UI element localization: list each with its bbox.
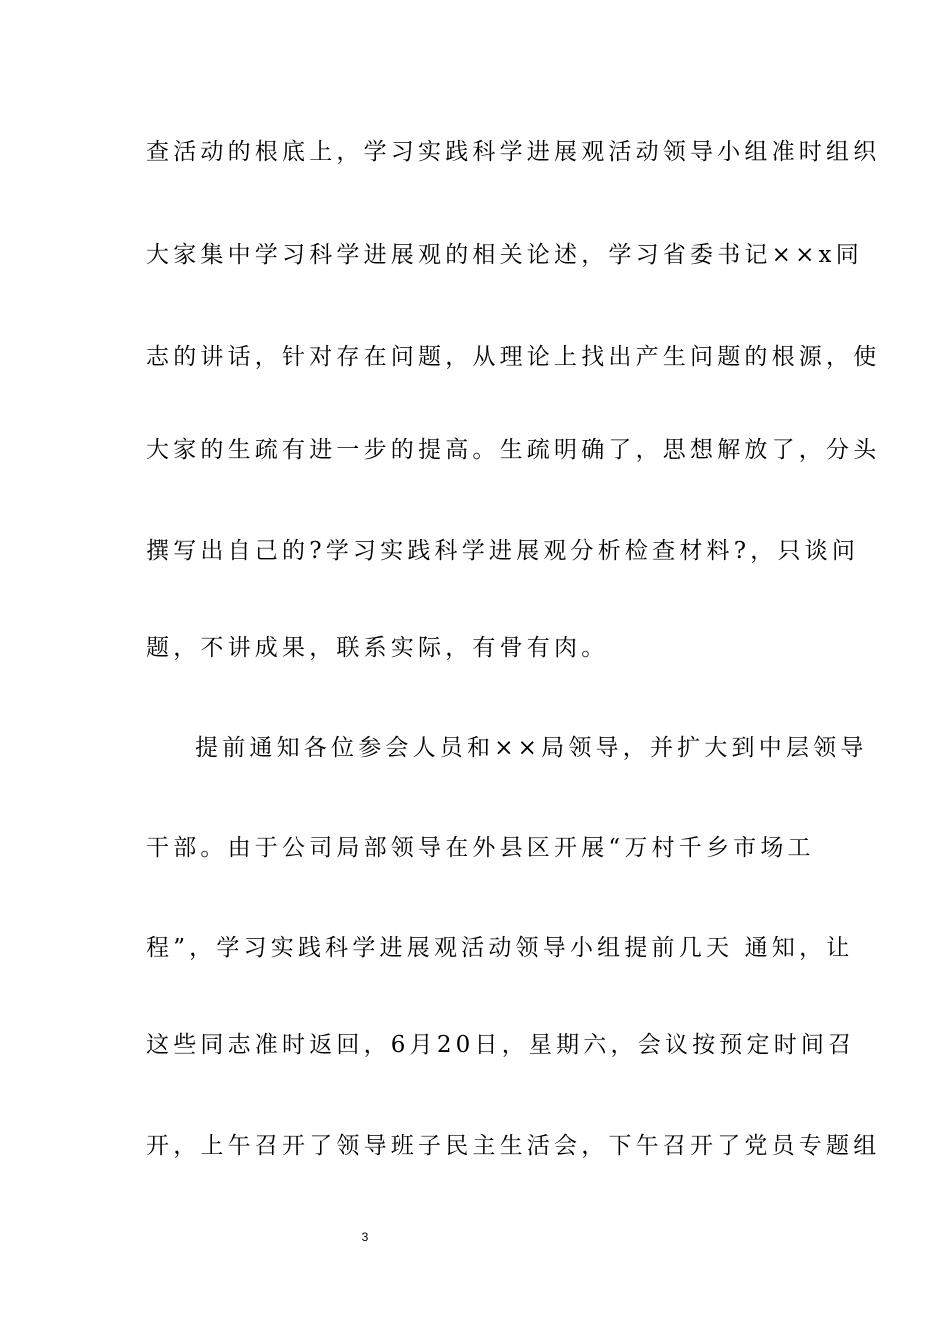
- text-line: 大家集中学习科学进展观的相关论述，学习省委书记××x同: [146, 242, 863, 268]
- text-line-paragraph-start: 提前通知各位参会人员和××局领导，并扩大到中层领导: [195, 735, 868, 761]
- text-line: 程”，学习实践科学进展观活动领导小组提前几天 通知，让: [146, 935, 854, 961]
- text-line: 开，上午召开了领导班子民主生活会，下午召开了党员专题组: [146, 1133, 881, 1159]
- text-line: 撰写出自己的?学习实践科学进展观分析检查材料?，只谈问: [146, 538, 860, 564]
- text-line: 大家的生疏有进一步的提高。生疏明确了，思想解放了，分头: [146, 437, 881, 463]
- text-line: 干部。由于公司局部领导在外县区开展“万村千乡市场工: [146, 835, 815, 861]
- text-line: 题，不讲成果，联系实际，有骨有肉。: [146, 635, 609, 661]
- text-line: 查活动的根底上，学习实践科学进展观活动领导小组准时组织: [146, 139, 881, 165]
- text-line: 志的讲话，针对存在问题，从理论上找出产生问题的根源，使: [146, 344, 881, 370]
- page-number: 3: [361, 1230, 369, 1244]
- text-line: 这些同志准时返回，6月20日，星期六，会议按预定时间召: [146, 1032, 856, 1058]
